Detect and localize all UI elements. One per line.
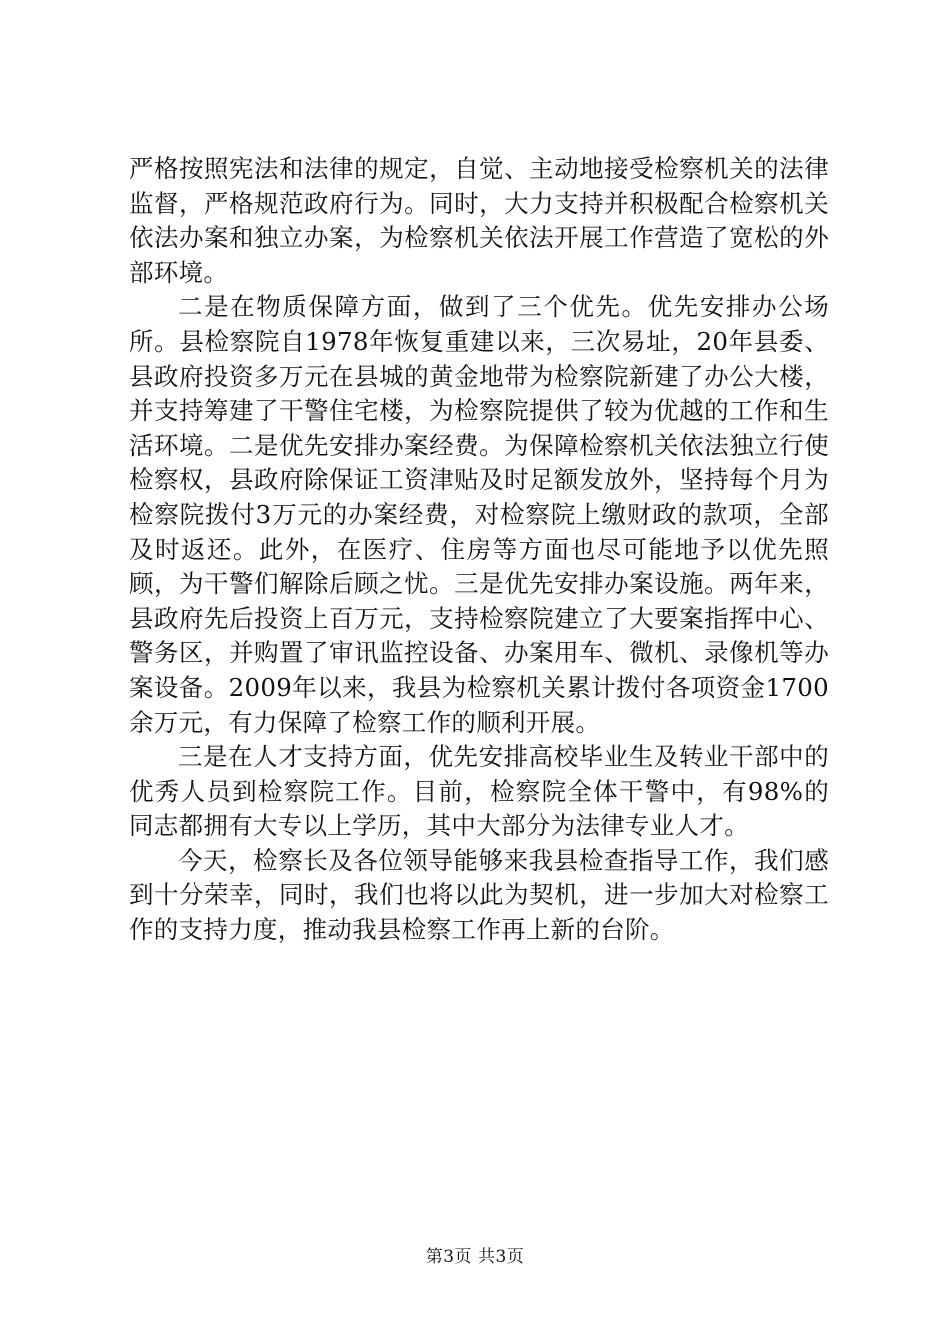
paragraph-material-support: 二是在物质保障方面，做到了三个优先。优先安排办公场所。县检察院自1978年恢复重建以来，三次易址，20年县委、县政府投资多万元在县城的黄金地带为检察院新建了办公大楼，并支持筹建了干警住宅楼，为检察院提供了较为优越的工作和生活环境。二是优先安排办案经费。为保障检察机关依法独立行使检察权，县政府除保证工资津贴及时足额发放外，坚持每个月为检察院拨付3万元的办案经费，对检察院上缴财政的款项，全部及时返还。此外，在医疗、住房等方面也尽可能地予以优先照顾，为干警们解除后顾之忧。三是优先安排办案设施。两年来，县政府先后投资上百万元，支持检察院建立了大要案指挥中心、警务区，并购置了审讯监控设备、办案用车、微机、录像机等办案设备。2009年以来，我县为检察机关累计拨付各项资金1700余万元，有力保障了检察工作的顺利开展。 (129, 292, 829, 737)
paragraph-continuation: 严格按照宪法和法律的规定，自觉、主动地接受检察机关的法律监督，严格规范政府行为。同时，大力支持并积极配合检察机关依法办案和独立办案，为检察机关依法开展工作营造了宽松的外部环境。 (129, 154, 829, 287)
page-number-footer: 第3页 共3页 (425, 1247, 525, 1267)
document-body (129, 152, 829, 948)
paragraph-talent-support: 三是在人才支持方面，优先安排高校毕业生及转业干部中的优秀人员到检察院工作。目前，检察院全体干警中，有98%的同志都拥有大专以上学历，其中大部分为法律专业人才。 (129, 742, 829, 841)
paragraph-closing: 今天，检察长及各位领导能够来我县检查指导工作，我们感到十分荣幸，同时，我们也将以此为契机，进一步加大对检察工作的支持力度，推动我县检察工作再上新的台阶。 (129, 845, 829, 945)
